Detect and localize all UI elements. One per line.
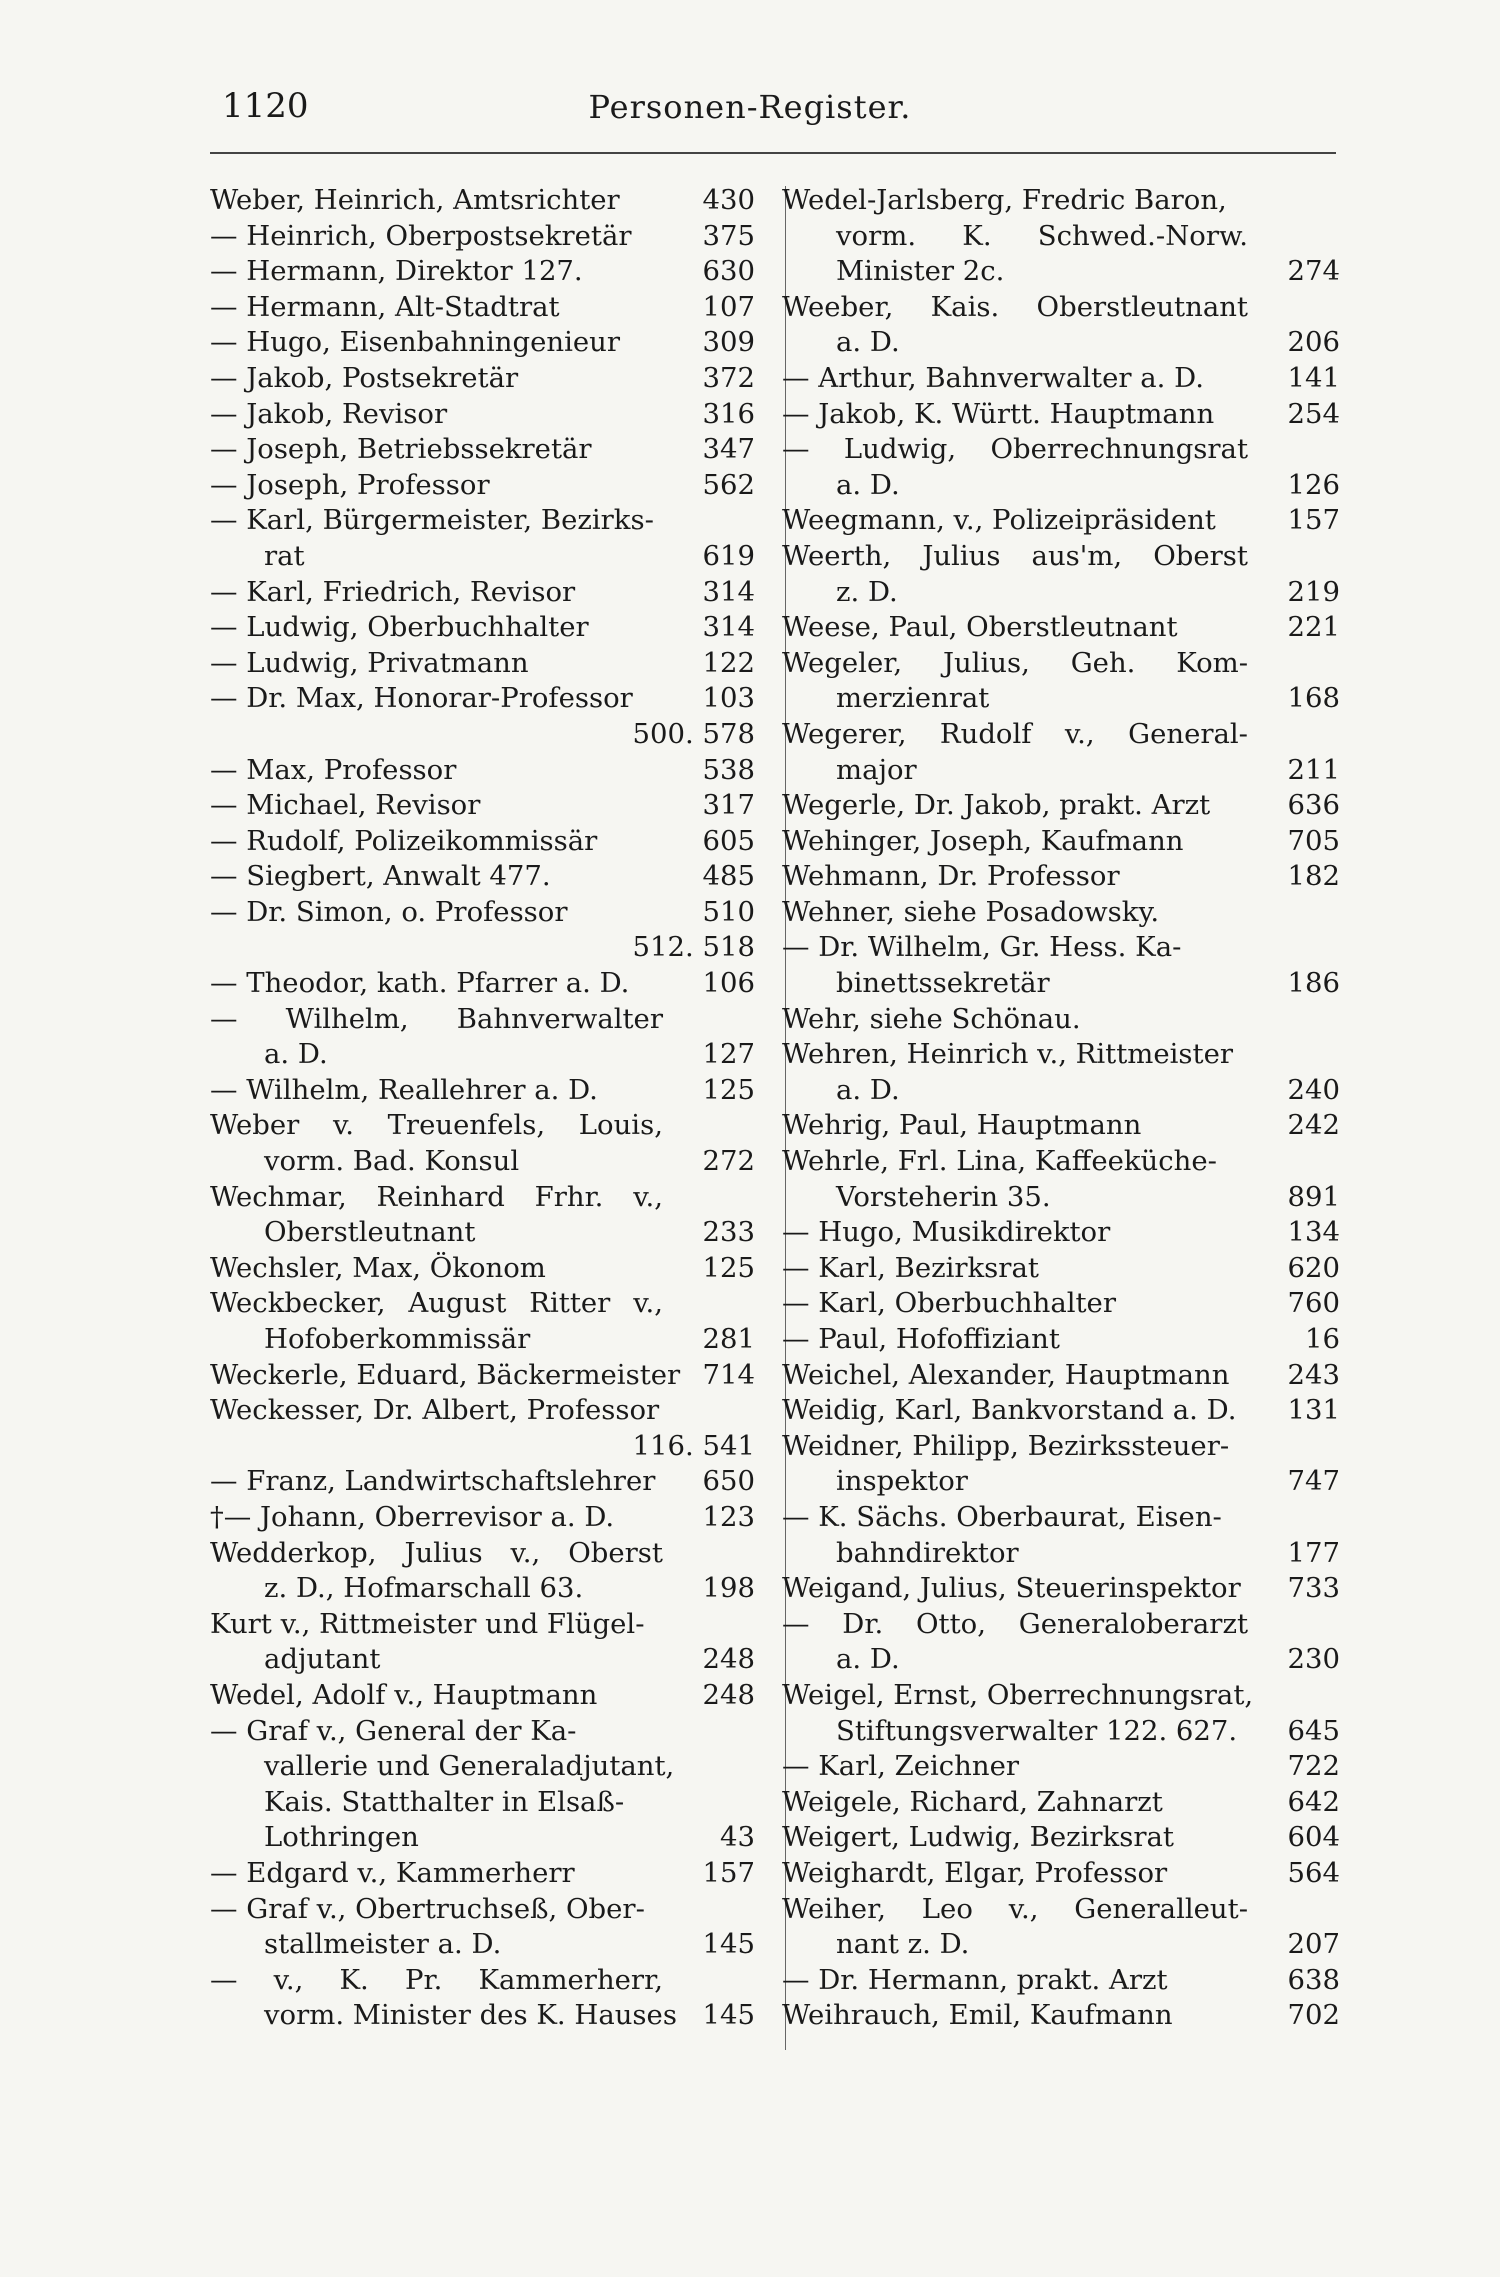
entry-page-ref: 16 [1305,1323,1340,1355]
index-entry [210,1073,755,1109]
entry-page-ref: 619 [702,539,755,572]
index-column-left [210,183,755,2034]
entry-text: Weihrauch, Emil, Kaufmann [782,1999,1173,2032]
entry-text: — Graf v., General der Ka- [210,1714,577,1747]
entry-page-ref: 314 [702,575,755,608]
index-entry [210,1108,755,1144]
entry-text: Wedel-Jarlsberg, Fredric Baron, [782,184,1227,216]
entry-page-ref: 168 [1287,682,1340,715]
entry-text: — Hermann, Alt-Stadtrat [210,290,560,323]
entry-page-ref: 430 [702,184,755,216]
entry-text: Vorsteherin 35. [836,1180,1051,1213]
index-entry [210,966,755,1002]
entry-page-ref: 645 [1287,1714,1340,1747]
index-entry [782,1073,1340,1109]
index-entry [210,219,755,255]
index-entry [782,1037,1340,1073]
entry-text: Weichel, Alexander, Hauptmann [782,1358,1230,1391]
entry-text: Hofoberkommissär [264,1323,531,1355]
index-entry [210,1607,755,1643]
index-entry [210,1037,755,1073]
index-entry [210,824,755,860]
entry-text: — Dr. Wilhelm, Gr. Hess. Ka- [782,931,1182,964]
entry-page-ref: 248 [702,1643,755,1676]
entry-text: adjutant [264,1643,381,1676]
entry-text: Weigele, Richard, Zahnarzt [782,1785,1163,1818]
entry-text: — Jakob, Revisor [210,397,448,430]
page-number: 1120 [222,86,309,126]
entry-text: inspektor [836,1465,968,1498]
entry-page-ref: 123 [702,1500,755,1533]
entry-page-ref: 605 [702,824,755,857]
entry-page-ref: 636 [1287,789,1340,822]
index-entry [782,717,1340,753]
index-entry [782,1536,1340,1572]
entry-page-ref: 733 [1287,1572,1340,1605]
entry-text: — Dr. Otto, Generaloberarzt [782,1607,1248,1640]
index-entry [782,1714,1340,1750]
entry-text: — Heinrich, Oberpostsekretär [210,219,632,252]
entry-text: Lothringen [264,1821,419,1854]
index-entry [782,1108,1340,1144]
entry-text: Weckesser, Dr. Albert, Professor [210,1394,660,1427]
index-entry [210,503,755,539]
index-entry [210,1927,755,1963]
index-entry [210,1500,755,1536]
entry-text: — Ludwig, Oberrechnungsrat [782,433,1248,466]
index-entry [782,1642,1340,1678]
index-entry [210,930,755,966]
index-entry [782,290,1340,326]
entry-text: Wehren, Heinrich v., Rittmeister [782,1038,1234,1071]
entry-page-ref: 747 [1287,1465,1340,1498]
entry-page-ref: 221 [1287,611,1340,644]
entry-page-ref: 510 [702,895,755,928]
index-entry [210,1571,755,1607]
index-entry [210,1180,755,1216]
index-entry [210,1642,755,1678]
entry-text: — v., K. Pr. Kammerherr, [210,1963,663,1996]
index-entry [210,1892,755,1928]
entry-page-ref: 116. 541 [632,1429,755,1462]
entry-text: vorm. Minister des K. Hauses [264,1999,677,2032]
entry-page-ref: 177 [1287,1536,1340,1569]
entry-page-ref: 485 [702,860,755,893]
entry-page-ref: 314 [702,611,755,644]
index-entry [782,1464,1340,1500]
index-entry [210,610,755,646]
index-entry [210,646,755,682]
entry-text: a. D. [836,1643,900,1676]
index-entry [782,503,1340,539]
entry-page-ref: 157 [1287,504,1340,537]
entry-text: vallerie und Generaladjutant, [264,1750,675,1783]
entry-text: Weerth, Julius aus'm, Oberst [782,539,1248,572]
entry-text: Weiher, Leo v., Generalleut- [782,1892,1248,1925]
index-entry [782,1749,1340,1785]
entry-text: Weigert, Ludwig, Bezirksrat [782,1821,1174,1854]
entry-text: — Dr. Max, Honorar-Professor [210,682,633,715]
entry-page-ref: 705 [1287,824,1340,857]
index-entry [782,254,1340,290]
index-entry [210,575,755,611]
entry-text: Wedel, Adolf v., Hauptmann [210,1678,598,1711]
index-entry [210,397,755,433]
entry-page-ref: 538 [702,753,755,786]
index-entry [210,1322,755,1358]
entry-text: Minister 2c. [836,255,1005,288]
entry-page-ref: 347 [702,433,755,466]
entry-page-ref: 43 [720,1821,755,1854]
entry-page-ref: 309 [702,326,755,359]
index-entry [210,753,755,789]
index-entry [210,468,755,504]
index-entry [210,895,755,931]
entry-page-ref: 317 [702,789,755,822]
entry-text: Weckerle, Eduard, Bäckermeister [210,1358,681,1391]
entry-page-ref: 375 [702,219,755,252]
entry-text: z. D., Hofmarschall 63. [264,1572,584,1605]
entry-page-ref: 722 [1287,1750,1340,1783]
entry-page-ref: 145 [702,1928,755,1961]
entry-text: Weighardt, Elgar, Professor [782,1856,1168,1889]
index-entry [210,859,755,895]
entry-page-ref: 891 [1287,1180,1340,1213]
entry-page-ref: 702 [1287,1999,1340,2032]
index-entry [782,575,1340,611]
running-title: Personen-Register. [588,88,912,126]
entry-page-ref: 186 [1287,967,1340,1000]
index-entry [210,1144,755,1180]
entry-text: — Paul, Hofoffiziant [782,1323,1060,1355]
entry-text: Kais. Statthalter in Elsaß- [264,1785,625,1818]
index-entry [782,646,1340,682]
index-entry [782,1322,1340,1358]
entry-page-ref: 106 [702,967,755,1000]
index-entry [210,1678,755,1714]
index-entry [782,753,1340,789]
entry-text: a. D. [836,326,900,359]
entry-text: — Hugo, Eisenbahningenieur [210,326,620,359]
index-entry [782,397,1340,433]
index-entry [782,539,1340,575]
entry-text: Oberstleutnant [264,1216,476,1249]
entry-page-ref: 638 [1287,1963,1340,1996]
index-entry [210,1820,755,1856]
index-column-right [782,183,1340,2034]
index-entry [210,1215,755,1251]
entry-page-ref: 198 [702,1572,755,1605]
index-entry [210,788,755,824]
entry-text: Weber, Heinrich, Amtsrichter [210,184,620,216]
index-entry [210,1286,755,1322]
entry-page-ref: 125 [702,1251,755,1284]
entry-page-ref: 604 [1287,1821,1340,1854]
entry-text: bahndirektor [836,1536,1019,1569]
entry-text: †— Johann, Oberrevisor a. D. [210,1500,615,1533]
entry-text: — Wilhelm, Bahnverwalter [210,1002,663,1035]
index-entry [782,1286,1340,1322]
entry-text: Wehner, siehe Posadowsky. [782,895,1160,928]
index-entry [782,432,1340,468]
index-entry [210,717,755,753]
entry-text: — Dr. Hermann, prakt. Arzt [782,1963,1168,1996]
entry-text: binettssekretär [836,967,1050,1000]
entry-text: Wedderkop, Julius v., Oberst [210,1536,663,1569]
entry-text: — Hermann, Direktor 127. [210,255,583,288]
index-entry [210,1856,755,1892]
entry-page-ref: 182 [1287,860,1340,893]
entry-text: major [836,753,917,786]
entry-page-ref: 281 [702,1323,755,1355]
entry-page-ref: 103 [702,682,755,715]
index-entry [782,966,1340,1002]
entry-page-ref: 145 [702,1999,755,2032]
index-entry [210,1998,755,2034]
index-entry [782,1358,1340,1394]
index-entry [782,1571,1340,1607]
header-rule [210,152,1336,154]
index-entry [782,1927,1340,1963]
entry-page-ref: 620 [1287,1251,1340,1284]
entry-text: — Karl, Oberbuchhalter [782,1287,1116,1320]
entry-text: — Arthur, Bahnverwalter a. D. [782,361,1204,394]
entry-text: — Hugo, Musikdirektor [782,1216,1111,1249]
entry-text: — Rudolf, Polizeikommissär [210,824,598,857]
entry-text: — Jakob, Postsekretär [210,361,519,394]
index-entry [210,1393,755,1429]
entry-page-ref: 274 [1287,255,1340,288]
index-entry [782,610,1340,646]
entry-text: — Ludwig, Oberbuchhalter [210,611,589,644]
index-entry [782,1963,1340,1999]
entry-text: — Edgard v., Kammerherr [210,1856,575,1889]
index-entry [782,681,1340,717]
entry-text: — Joseph, Professor [210,468,490,501]
entry-text: stallmeister a. D. [264,1928,502,1961]
index-entry [782,1393,1340,1429]
entry-page-ref: 630 [702,255,755,288]
entry-page-ref: 233 [702,1216,755,1249]
entry-text: — Theodor, kath. Pfarrer a. D. [210,967,630,1000]
entry-text: Wechsler, Max, Ökonom [210,1251,546,1284]
entry-text: — Max, Professor [210,753,457,786]
entry-text: Stiftungsverwalter 122. 627. [836,1714,1238,1747]
entry-page-ref: 206 [1287,326,1340,359]
index-entry [782,1607,1340,1643]
entry-page-ref: 107 [702,290,755,323]
index-entry [210,539,755,575]
entry-text: — Karl, Bürgermeister, Bezirks- [210,504,654,537]
entry-page-ref: 240 [1287,1073,1340,1106]
index-entry [782,325,1340,361]
entry-page-ref: 650 [702,1465,755,1498]
entry-page-ref: 642 [1287,1785,1340,1818]
index-entry [782,1215,1340,1251]
entry-text: — Franz, Landwirtschaftslehrer [210,1465,656,1498]
index-entry [210,1464,755,1500]
entry-text: — Jakob, K. Württ. Hauptmann [782,397,1215,430]
entry-page-ref: 248 [702,1678,755,1711]
entry-page-ref: 562 [702,468,755,501]
entry-page-ref: 141 [1287,361,1340,394]
index-entry [210,432,755,468]
entry-text: Weeber, Kais. Oberstleutnant [782,290,1248,323]
entry-page-ref: 254 [1287,397,1340,430]
entry-text: Wehmann, Dr. Professor [782,860,1120,893]
entry-text: Weidig, Karl, Bankvorstand a. D. [782,1394,1237,1427]
entry-page-ref: 211 [1287,753,1340,786]
index-entry [782,895,1340,931]
entry-text: — Michael, Revisor [210,789,481,822]
entry-page-ref: 243 [1287,1358,1340,1391]
entry-page-ref: 125 [702,1073,755,1106]
entry-text: Weidner, Philipp, Bezirkssteuer- [782,1429,1230,1462]
index-entry [210,681,755,717]
index-entry [210,1785,755,1821]
index-entry [210,1536,755,1572]
entry-text: vorm. K. Schwed.-Norw. [836,219,1248,252]
index-entry [210,1429,755,1465]
entry-text: vorm. Bad. Konsul [264,1145,520,1178]
entry-page-ref: 760 [1287,1287,1340,1320]
index-entry [782,1998,1340,2034]
entry-page-ref: 127 [702,1038,755,1071]
index-entry [210,1002,755,1038]
index-entry [782,1144,1340,1180]
index-entry [782,361,1340,397]
index-entry [782,1500,1340,1536]
entry-text: Wegerle, Dr. Jakob, prakt. Arzt [782,789,1211,822]
index-entry [782,183,1340,219]
index-entry [782,824,1340,860]
index-entry [782,468,1340,504]
entry-text: Weckbecker, August Ritter v., [210,1287,663,1320]
index-entry [782,1892,1340,1928]
entry-text: — Joseph, Betriebssekretär [210,433,592,466]
index-entry [782,1251,1340,1287]
entry-page-ref: 131 [1287,1394,1340,1427]
entry-page-ref: 272 [702,1145,755,1178]
index-entry [210,1251,755,1287]
entry-text: rat [264,539,305,572]
entry-page-ref: 714 [702,1358,755,1391]
entry-text: Weigel, Ernst, Oberrechnungsrat, [782,1678,1254,1711]
index-entry [210,290,755,326]
entry-page-ref: 564 [1287,1856,1340,1889]
entry-text: nant z. D. [836,1928,970,1961]
entry-text: Wehrig, Paul, Hauptmann [782,1109,1142,1142]
entry-text: a. D. [836,468,900,501]
index-entry [210,361,755,397]
index-entry [782,930,1340,966]
entry-text: Weber v. Treuenfels, Louis, [210,1109,663,1142]
entry-text: Wegerer, Rudolf v., General- [782,717,1248,750]
index-entry [782,788,1340,824]
index-entry [782,859,1340,895]
entry-text: Weese, Paul, Oberstleutnant [782,611,1178,644]
entry-page-ref: 134 [1287,1216,1340,1249]
index-entry [782,1002,1340,1038]
entry-page-ref: 157 [702,1856,755,1889]
index-entry [782,1678,1340,1714]
index-entry [782,1785,1340,1821]
entry-text: Weigand, Julius, Steuerinspektor [782,1572,1241,1605]
entry-text: — K. Sächs. Oberbaurat, Eisen- [782,1500,1222,1533]
entry-text: — Dr. Simon, o. Professor [210,895,568,928]
index-entry [782,1180,1340,1216]
index-entry [210,254,755,290]
entry-text: — Wilhelm, Reallehrer a. D. [210,1073,598,1106]
entry-text: — Karl, Bezirksrat [782,1251,1039,1284]
entry-text: Wechmar, Reinhard Frhr. v., [210,1180,663,1213]
entry-page-ref: 219 [1287,575,1340,608]
entry-text: — Siegbert, Anwalt 477. [210,860,551,893]
entry-text: Weegmann, v., Polizeipräsident [782,504,1216,537]
index-entry [210,1714,755,1750]
index-entry [782,1429,1340,1465]
entry-page-ref: 230 [1287,1643,1340,1676]
index-entry [782,219,1340,255]
index-entry [210,325,755,361]
entry-page-ref: 207 [1287,1928,1340,1961]
index-entry [210,1358,755,1394]
entry-text: Wegeler, Julius, Geh. Kom- [782,646,1248,679]
entry-text: — Ludwig, Privatmann [210,646,529,679]
entry-text: Wehr, siehe Schönau. [782,1002,1081,1035]
index-entry [210,1749,755,1785]
entry-text: a. D. [836,1073,900,1106]
entry-text: merzienrat [836,682,990,715]
entry-page-ref: 122 [702,646,755,679]
entry-text: Kurt v., Rittmeister und Flügel- [210,1607,645,1640]
entry-text: Wehinger, Joseph, Kaufmann [782,824,1184,857]
entry-page-ref: 242 [1287,1109,1340,1142]
entry-page-ref: 372 [702,361,755,394]
index-entry [210,183,755,219]
entry-page-ref: 126 [1287,468,1340,501]
index-entry [782,1856,1340,1892]
entry-text: z. D. [836,575,898,608]
entry-text: — Karl, Friedrich, Revisor [210,575,576,608]
entry-page-ref: 500. 578 [632,717,755,750]
entry-page-ref: 316 [702,397,755,430]
entry-text: Wehrle, Frl. Lina, Kaffeeküche- [782,1145,1217,1178]
entry-text: — Graf v., Obertruchseß, Ober- [210,1892,645,1925]
entry-text: a. D. [264,1038,328,1071]
index-entry [210,1963,755,1999]
entry-text: — Karl, Zeichner [782,1750,1020,1783]
entry-page-ref: 512. 518 [632,931,755,964]
index-entry [782,1820,1340,1856]
